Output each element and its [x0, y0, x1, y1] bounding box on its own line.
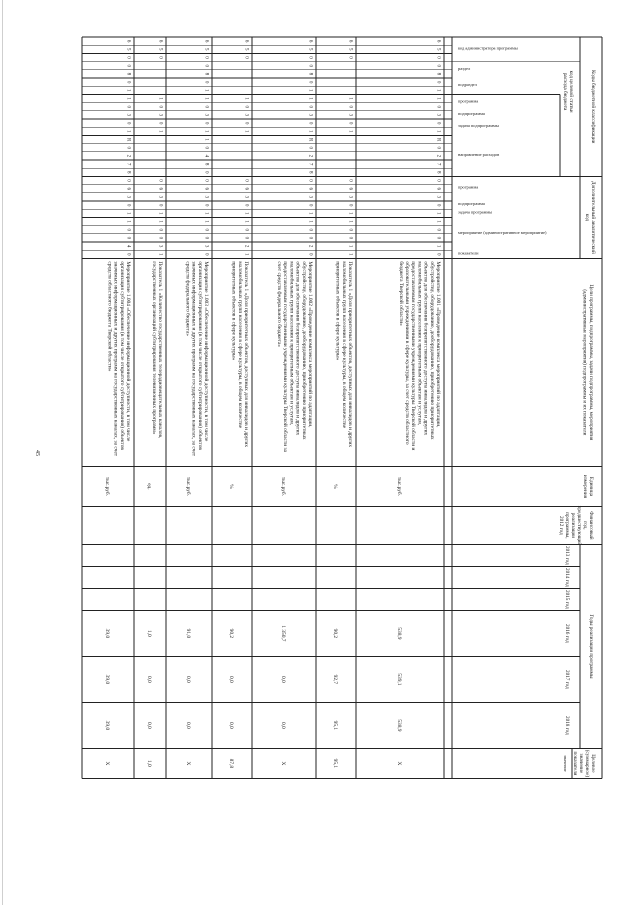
code-digit: 7: [435, 162, 441, 166]
header-year-2015: 2015 год: [564, 590, 570, 609]
code-digit: 5: [347, 48, 353, 51]
code-digit: 1: [307, 130, 313, 133]
code-digit: 6: [307, 39, 313, 43]
header-fin-year: 2012 год: [558, 516, 564, 535]
code-digit: 8: [203, 162, 209, 166]
code-digit: 0: [347, 105, 353, 108]
code-digit: 1: [307, 89, 313, 92]
header-subprogram: подпрограмма: [458, 110, 485, 116]
code-digit: 2: [243, 244, 249, 248]
code-digit: 6: [347, 187, 353, 190]
row-value-2018: 0,0: [146, 722, 152, 729]
code-digit: 2: [125, 154, 131, 158]
code-digit: 0: [125, 146, 131, 149]
code-digit: 6: [243, 187, 249, 190]
row-unit: тыс.руб.: [185, 476, 191, 496]
row-value-2018: 39,0: [104, 720, 110, 731]
row-description: приоритетных объектов в сфере культуры»: [334, 261, 341, 361]
header-target-value: значение: [563, 755, 568, 772]
code-digit: 0: [243, 105, 249, 108]
code-digit: 1: [125, 89, 131, 92]
code-digit: 0: [243, 228, 249, 231]
code-digit: 6: [243, 39, 249, 43]
code-digit: 0: [125, 80, 131, 84]
code-digit: 8: [307, 171, 313, 174]
header-add-task: задача программы: [458, 209, 493, 215]
row-description: обустройству, оборудованию, дооборудованию, приобретению приоритетных: [300, 261, 307, 440]
header-year-2013: 2013 год: [564, 546, 570, 565]
code-digit: 1: [347, 97, 353, 100]
code-digit: 1: [435, 89, 441, 92]
code-digit: 5: [203, 48, 209, 51]
code-digit: 0: [125, 253, 131, 256]
row-description: маломобильных групп населения к приоритетным объектам и услугам,: [288, 261, 295, 426]
code-digit: 1: [307, 212, 313, 215]
header-expense-article: расхода бюджета: [562, 72, 568, 111]
code-digit: 3: [157, 244, 163, 248]
row-value-2018: 0,0: [228, 722, 234, 729]
header-direction: направление расходов: [458, 151, 500, 157]
row-value-2016: 39,0: [104, 628, 110, 639]
code-digit: 0: [347, 203, 353, 207]
row-target: 1,0: [146, 760, 152, 767]
header-target: Целевое: [590, 754, 596, 773]
code-digit: 0: [307, 80, 313, 84]
row-unit: ед.: [146, 483, 152, 490]
code-digit: 1: [203, 212, 209, 215]
code-digit: 0: [203, 253, 209, 256]
header-unit: измерения: [582, 474, 588, 498]
code-digit: 8: [125, 72, 131, 76]
code-digit: 0: [347, 56, 353, 59]
code-digit: 1: [435, 220, 441, 223]
code-digit: 0: [125, 228, 131, 231]
code-digit: 0: [125, 56, 131, 59]
code-digit: 0: [435, 80, 441, 84]
code-digit: 0: [307, 105, 313, 108]
code-digit: 6: [203, 39, 209, 43]
code-digit: 1: [243, 220, 249, 223]
header-additional-code: код: [584, 213, 590, 222]
header-budget-codes: Коды бюджетной классификации: [590, 69, 596, 144]
code-digit: 0: [307, 64, 313, 67]
code-digit: 0: [203, 56, 209, 59]
code-digit: 1: [307, 97, 313, 100]
header-additional-code: Дополнительный аналитический: [590, 181, 596, 254]
code-digit: 7: [125, 162, 131, 166]
row-description: Мероприятие 1.001 «Проведение комплекса мероприятий по адаптации,: [435, 261, 441, 428]
code-digit: 3: [157, 195, 163, 199]
code-digit: 0: [307, 236, 313, 240]
row-unit: тыс.руб.: [280, 476, 286, 496]
code-digit: 0: [307, 203, 313, 207]
code-digit: 6: [435, 187, 441, 190]
header-year-2018: 2018 год: [564, 716, 570, 735]
code-digit: 6: [347, 39, 353, 43]
code-digit: 6: [307, 187, 313, 190]
code-digit: 5: [435, 48, 441, 51]
code-digit: 0: [157, 56, 163, 59]
code-digit: 4: [125, 244, 131, 248]
code-digit: 1: [347, 220, 353, 223]
code-digit: 1: [243, 130, 249, 133]
code-digit: 0: [307, 253, 313, 256]
row-value-2017: 0,0: [185, 676, 191, 683]
code-digit: 0: [435, 236, 441, 240]
row-value-2018: 95,1: [332, 720, 338, 731]
code-digit: 0: [203, 121, 209, 125]
row-description: Мероприятие 1.004 «Обеспечение информационной доступности, в том числе: [125, 261, 131, 442]
header-fin-year: Финансовый: [588, 511, 594, 540]
row-description: Показатель 1 «Количество государственных телерадиовещательных каналов,: [157, 261, 163, 439]
code-digit: 0: [307, 228, 313, 231]
row-description: объектов для обеспечения безпрепятственного доступа инвалидов и других: [294, 261, 301, 436]
header-program-goals: (административные мероприятия) подпрограммы и их показатели: [581, 289, 588, 436]
code-digit: 0: [125, 121, 131, 125]
code-digit: 6: [125, 187, 131, 190]
code-digit: 1: [203, 97, 209, 100]
code-digit: 7: [307, 162, 313, 166]
code-digit: 0: [243, 56, 249, 59]
code-digit: 3: [203, 113, 209, 117]
code-digit: R: [125, 137, 131, 142]
code-digit: 6: [125, 39, 131, 43]
program-table: [36, 33, 606, 871]
code-digit: 0: [435, 203, 441, 207]
header-admin-code: код администратора программы: [458, 45, 518, 51]
code-digit: 1: [347, 130, 353, 133]
code-digit: 3: [435, 195, 441, 199]
header-year-2017: 2017 год: [564, 670, 570, 689]
code-digit: 1: [435, 130, 441, 133]
row-description: Мероприятие 1.003 «Обеспечение информационной доступности, в том числе: [203, 261, 209, 442]
row-value-2016: 91,0: [185, 628, 191, 639]
header-target: показателя: [572, 751, 578, 776]
code-digit: 0: [307, 121, 313, 125]
code-digit: 3: [203, 244, 209, 248]
code-digit: 1: [435, 212, 441, 215]
code-digit: 8: [435, 171, 441, 174]
row-description: счет средств федерального бюджета»: [276, 261, 282, 348]
row-value-2017: 539,1: [396, 673, 402, 686]
row-description: предоставляемым государственными учреждениями культуры Тверской области и: [410, 261, 417, 451]
code-digit: 0: [347, 121, 353, 125]
code-digit: 0: [435, 253, 441, 256]
row-description: Мероприятие 1.002 «Проведение комплекса мероприятий по адаптации,: [307, 261, 313, 428]
row-value-2016: 90,2: [228, 628, 234, 639]
row-description: Показатель 1 «Доля приоритетных объектов, доступных для инвалидов и других: [347, 261, 353, 448]
code-digit: 0: [203, 146, 209, 149]
header-program: программа: [458, 98, 479, 104]
row-description: средств федерального бюджета»: [184, 261, 191, 336]
code-digit: 0: [203, 179, 209, 182]
code-digit: 0: [435, 146, 441, 149]
code-digit: 5: [243, 48, 249, 51]
code-digit: 0: [307, 179, 313, 182]
row-value-2017: 0,0: [280, 676, 286, 683]
code-digit: R: [435, 137, 441, 142]
code-digit: 2: [307, 154, 313, 158]
row-description: значимых информационных и других программ на государственных каналах, за счет: [190, 261, 197, 457]
header-year-2014: 2014 год: [564, 568, 570, 587]
row-value-2017: 39,0: [104, 674, 110, 685]
code-digit: 0: [203, 80, 209, 84]
header-subsection: подраздел: [458, 82, 477, 88]
header-expense-article: код целевой статьи: [568, 70, 574, 113]
code-digit: 1: [435, 244, 441, 248]
row-unit: тыс.руб.: [396, 476, 402, 496]
code-digit: 6: [157, 187, 163, 190]
code-digit: 6: [157, 39, 163, 43]
code-digit: 3: [125, 113, 131, 117]
code-digit: 8: [203, 72, 209, 76]
code-digit: 1: [125, 212, 131, 215]
code-digit: 0: [435, 228, 441, 231]
header-years-group: Годы реализации программы: [588, 614, 594, 679]
code-digit: 0: [243, 203, 249, 207]
row-value-2016: 90,2: [332, 628, 338, 639]
row-unit: тыс.руб.: [104, 476, 110, 496]
code-digit: 1: [125, 220, 131, 223]
code-digit: 0: [243, 236, 249, 240]
row-description: Показатель 1 «Доля приоритетных объектов, доступных для инвалидов и других: [243, 261, 249, 448]
code-digit: 1: [203, 138, 209, 141]
code-digit: 0: [157, 105, 163, 108]
code-digit: 2: [307, 244, 313, 248]
code-digit: 0: [125, 203, 131, 207]
row-value-2018: 0,0: [185, 722, 191, 729]
scan-edge: [2, 0, 3, 905]
code-digit: 0: [203, 236, 209, 240]
code-digit: 0: [157, 236, 163, 240]
code-digit: 6: [203, 187, 209, 190]
row-target: X: [396, 761, 402, 766]
header-add-action: мероприятие (административное мероприятие): [458, 229, 547, 235]
code-digit: 0: [347, 228, 353, 231]
code-digit: 4: [203, 154, 209, 158]
row-value-2018: 538,9: [396, 719, 402, 732]
code-digit: 3: [307, 195, 313, 199]
header-add-indicator: показатели: [458, 250, 479, 256]
row-target: X: [104, 761, 110, 766]
row-description: организация субтитрирования (в том числе открытого субтитрирования) объектов: [196, 261, 203, 450]
row-description: значимых информационных и других программ на государственных каналах, за счет: [112, 261, 119, 457]
row-unit: %: [332, 484, 338, 489]
code-digit: 1: [435, 97, 441, 100]
row-target: 87,8: [228, 758, 234, 769]
code-digit: 1: [203, 130, 209, 133]
row-description: приоритетных объектов в сфере культуры»: [230, 261, 237, 361]
code-digit: 1: [243, 97, 249, 100]
code-digit: 0: [203, 105, 209, 108]
header-unit: Единица: [588, 476, 594, 497]
page-number: 45: [34, 450, 40, 456]
code-digit: 0: [157, 228, 163, 231]
header-target: значение: [578, 753, 584, 774]
row-description: бюджета Тверской области»: [397, 261, 404, 326]
code-digit: 0: [125, 179, 131, 182]
header-target: (суммарное): [584, 749, 590, 778]
code-digit: 0: [157, 179, 163, 182]
code-digit: 3: [157, 113, 163, 117]
code-digit: 8: [435, 72, 441, 76]
row-value-2017: 92,7: [332, 674, 338, 685]
code-digit: 0: [125, 64, 131, 67]
header-fin-year: программы,: [564, 512, 570, 539]
code-digit: 0: [435, 179, 441, 182]
header-fin-year: предшествующий: [576, 505, 582, 546]
header-year-2016: 2016 год: [564, 624, 570, 643]
code-digit: 0: [203, 228, 209, 231]
row-description: маломобильных групп населения в сфере культуры, в общем количестве: [340, 261, 347, 429]
row-value-2016: 1,0: [146, 630, 152, 637]
row-description: обустройству, оборудованию, дооборудованию, приобретению приоритетных: [428, 261, 435, 440]
row-description: объектов для обеспечения безпрепятственного доступа инвалидов и других: [422, 261, 429, 436]
code-digit: 0: [347, 236, 353, 240]
code-digit: 0: [435, 56, 441, 59]
rotated-table-sheet: [36, 33, 606, 871]
code-digit: 3: [203, 195, 209, 199]
code-digit: 1: [203, 220, 209, 223]
row-description: маломобильных групп населения к приоритетным объектам и услугам,: [416, 261, 423, 426]
code-digit: 1: [157, 220, 163, 223]
code-digit: 1: [125, 97, 131, 100]
code-digit: 0: [157, 203, 163, 207]
header-program-goals: Цели программы, подпрограммы, задачи подпрограммы, мероприятия: [588, 284, 594, 441]
header-add-subprogram: подпрограмма: [458, 201, 485, 207]
code-digit: 0: [203, 64, 209, 67]
code-digit: 0: [307, 146, 313, 149]
code-digit: 3: [243, 195, 249, 199]
code-digit: 6: [435, 39, 441, 43]
row-description: образовательными учреждениями в сфере культуры, за счет средств областного: [404, 261, 410, 445]
code-digit: 0: [125, 105, 131, 108]
code-digit: 1: [125, 130, 131, 133]
code-digit: 0: [203, 203, 209, 207]
code-digit: 1: [157, 253, 163, 256]
code-digit: 0: [157, 121, 163, 125]
code-digit: 3: [347, 195, 353, 199]
code-digit: 0: [347, 179, 353, 182]
row-description: организация субтитрирования (в том числе открытого субтитрирования) объектов: [118, 261, 125, 450]
code-digit: 1: [203, 89, 209, 92]
row-target: X: [280, 761, 286, 766]
code-digit: 1: [347, 212, 353, 215]
code-digit: 5: [307, 48, 313, 51]
row-description: предоставляемым государственными учреждениями культуры Тверской области за: [282, 261, 289, 453]
code-digit: 0: [125, 236, 131, 240]
code-digit: 0: [435, 121, 441, 125]
code-digit: 8: [125, 171, 131, 174]
row-value-2017: 0,0: [228, 676, 234, 683]
code-digit: 5: [125, 48, 131, 51]
header-add-program: программа: [458, 184, 479, 190]
code-digit: 0: [435, 64, 441, 67]
row-target: 95,1: [332, 758, 338, 769]
row-value-2016: 538,9: [396, 627, 402, 640]
code-digit: 0: [243, 179, 249, 182]
code-digit: 8: [307, 72, 313, 76]
row-value-2017: 0,0: [146, 676, 152, 683]
code-digit: 3: [125, 195, 131, 199]
row-value-2016: 1 350,7: [280, 625, 286, 642]
header-section: раздел: [458, 65, 471, 71]
code-digit: 0: [203, 171, 209, 174]
code-digit: 3: [307, 113, 313, 117]
code-digit: 0: [307, 56, 313, 59]
code-digit: 3: [243, 113, 249, 117]
code-digit: 1: [243, 212, 249, 215]
code-digit: 1: [307, 220, 313, 223]
header-fin-year: год,: [582, 521, 588, 530]
code-digit: 5: [157, 48, 163, 51]
code-digit: 1: [157, 97, 163, 100]
code-digit: R: [307, 137, 313, 142]
code-digit: 0: [243, 121, 249, 125]
code-digit: 1: [157, 130, 163, 133]
code-digit: 3: [347, 113, 353, 117]
row-target: X: [185, 761, 191, 766]
header-task: задача подпрограммы: [458, 123, 499, 129]
row-value-2018: 0,0: [280, 722, 286, 729]
code-digit: 1: [347, 244, 353, 248]
row-unit: %: [228, 484, 234, 489]
row-description: государственных организаций субтитрирования телевизионных программ»: [150, 261, 157, 435]
row-description: средств областного бюджета Тверской области»: [106, 261, 113, 372]
code-digit: 1: [347, 253, 353, 256]
code-digit: 0: [435, 105, 441, 108]
code-digit: 2: [435, 154, 441, 158]
header-fin-year: реализации: [570, 512, 576, 539]
code-digit: 1: [157, 212, 163, 215]
code-digit: 3: [435, 113, 441, 117]
code-digit: 1: [243, 253, 249, 256]
row-description: маломобильных групп населения в сфере культуры, в общем количестве: [236, 261, 243, 429]
